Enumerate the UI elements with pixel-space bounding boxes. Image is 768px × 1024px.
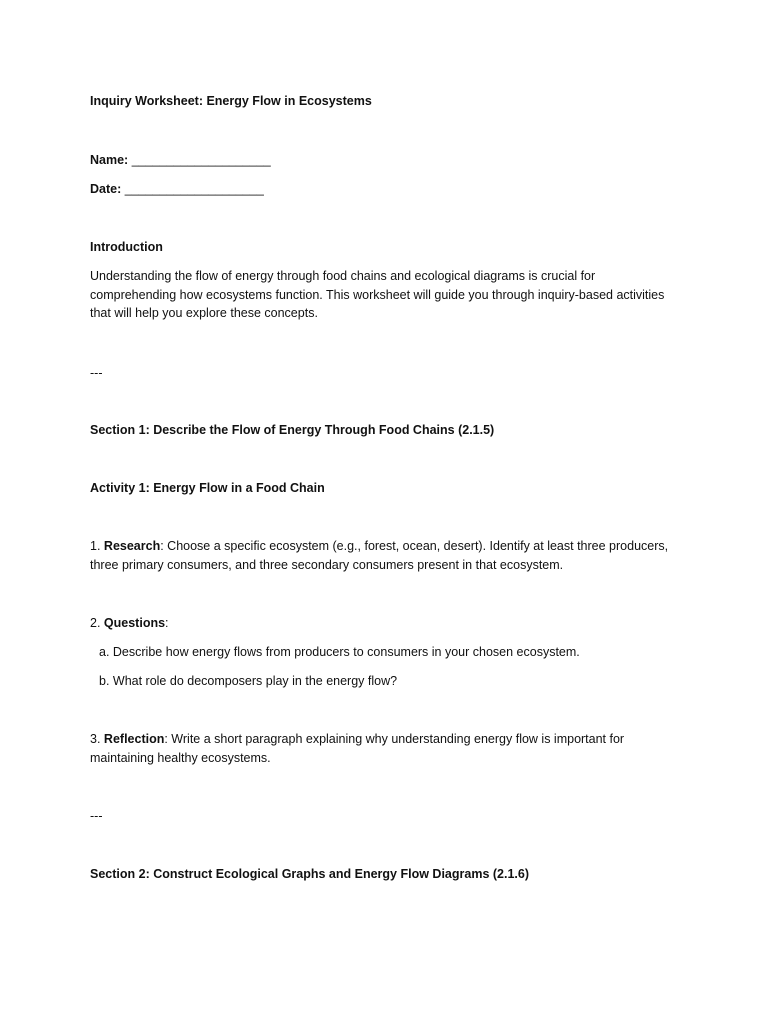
- name-blank: ____________________: [131, 153, 271, 167]
- section-1-heading: Section 1: Describe the Flow of Energy Through Food Chains (2.1.5): [90, 423, 495, 437]
- date-field: [90, 180, 680, 199]
- date-blank: ____________________: [124, 182, 264, 196]
- page-title: Inquiry Worksheet: Energy Flow in Ecosystems: [90, 94, 372, 108]
- item-2-keyword: Questions: [103, 616, 166, 630]
- item-2-sub-a: a. Describe how energy flows from producers to consumers in your chosen ecosystem.: [99, 645, 580, 659]
- item-1-number: 1.: [90, 539, 101, 553]
- item-2-questions: [90, 614, 680, 633]
- divider-2: ---: [90, 809, 103, 823]
- item-2-number: 2.: [90, 616, 101, 630]
- item-1-keyword: Research: [103, 539, 161, 553]
- intro-text: Understanding the flow of energy through food chains and ecological diagrams is crucial for comprehending how ecosystems function. This worksheet will guide you through inquiry-based activities that will help you explore these concepts.: [90, 269, 665, 320]
- name-field: [90, 151, 680, 170]
- name-label: Name:: [90, 153, 129, 167]
- date-label: Date:: [90, 182, 122, 196]
- item-3-keyword: Reflection: [103, 732, 165, 746]
- item-3-text: : Write a short paragraph explaining why understanding energy flow is important for maintaining healthy ecosystems.: [90, 732, 625, 765]
- item-3-number: 3.: [90, 732, 101, 746]
- intro-heading: Introduction: [90, 240, 163, 254]
- item-1-text: : Choose a specific ecosystem (e.g., forest, ocean, desert). Identify at least three producers, three primary consumers, and three secondary consumers present in that ecosystem.: [90, 539, 669, 572]
- item-2-sub-b: b. What role do decomposers play in the energy flow?: [99, 674, 398, 688]
- item-3-reflection: [90, 730, 675, 767]
- section-2-heading: Section 2: Construct Ecological Graphs and Energy Flow Diagrams (2.1.6): [90, 867, 529, 881]
- activity-1-heading: Activity 1: Energy Flow in a Food Chain: [90, 481, 325, 495]
- item-1-research: [90, 537, 675, 574]
- divider-1: ---: [90, 366, 103, 380]
- item-2-text: :: [165, 616, 169, 630]
